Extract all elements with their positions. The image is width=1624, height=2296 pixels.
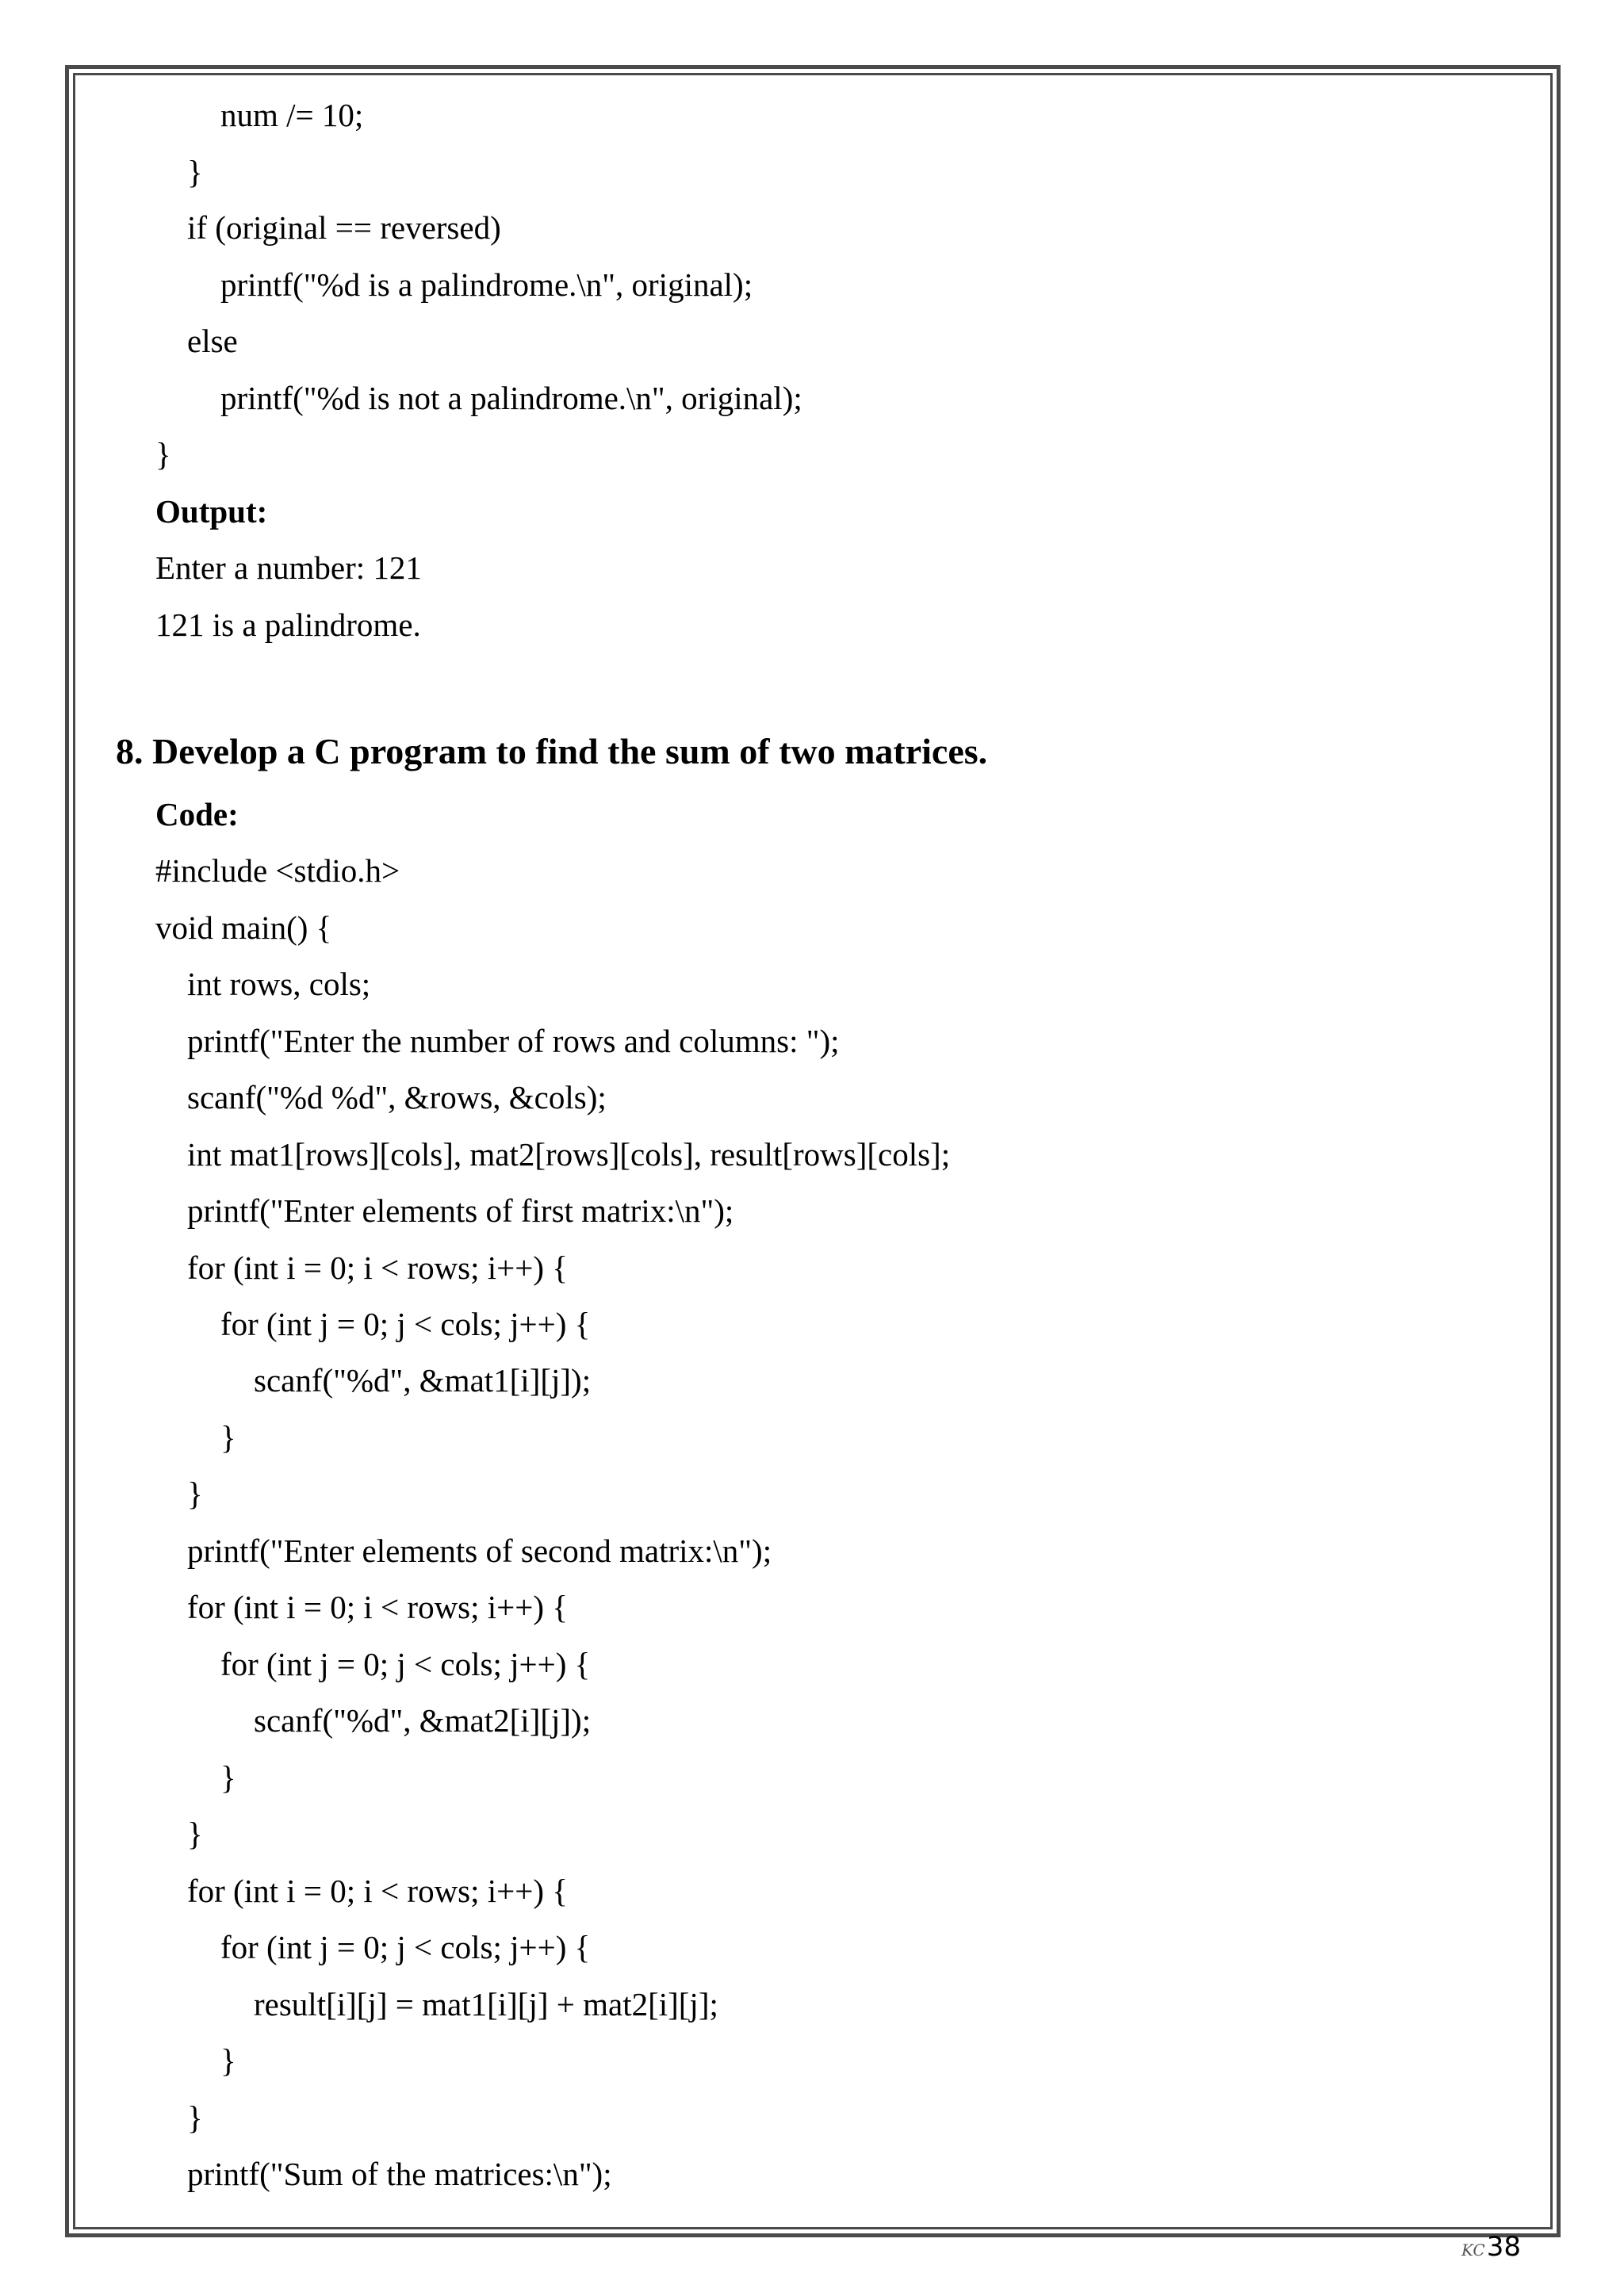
footer-logo: KC <box>1461 2241 1485 2260</box>
code-line: #include <stdio.h> <box>155 852 400 889</box>
code-line: for (int j = 0; j < cols; j++) { <box>220 1646 591 1682</box>
code-line: } <box>187 1475 203 1512</box>
code-line: printf("Enter elements of first matrix:\n"); <box>187 1192 734 1229</box>
code-line: result[i][j] = mat1[i][j] + mat2[i][j]; <box>254 1986 718 2022</box>
code-line: } <box>187 2099 203 2136</box>
code-line: printf("Enter elements of second matrix:\n"); <box>187 1533 772 1569</box>
code-line: if (original == reversed) <box>187 209 501 246</box>
output-line: 121 is a palindrome. <box>155 607 421 643</box>
code-line: for (int j = 0; j < cols; j++) { <box>220 1306 591 1342</box>
code-line: printf("%d is a palindrome.\n", original); <box>220 266 753 303</box>
code-line: } <box>187 1816 203 1852</box>
code-line: } <box>155 436 171 473</box>
code-line: scanf("%d", &mat1[i][j]); <box>254 1362 592 1399</box>
code-line: void main() { <box>155 909 332 946</box>
code-line: for (int j = 0; j < cols; j++) { <box>220 1929 591 1965</box>
code-line: } <box>187 154 203 190</box>
code-line: printf("Enter the number of rows and columns: "); <box>187 1023 840 1059</box>
code-line: } <box>220 1759 236 1796</box>
page-footer <box>1461 2231 1521 2263</box>
code-line: int mat1[rows][cols], mat2[rows][cols], result[rows][cols]; <box>187 1136 951 1173</box>
code-line: } <box>220 2042 236 2079</box>
section-heading: 8. Develop a C program to find the sum of two matrices. <box>116 731 988 771</box>
page-number: 38 <box>1486 2231 1521 2263</box>
output-label: Output: <box>155 493 268 530</box>
code-line: for (int i = 0; i < rows; i++) { <box>187 1589 568 1625</box>
output-line: Enter a number: 121 <box>155 549 422 586</box>
code-line: else <box>187 323 238 359</box>
code-line: scanf("%d %d", &rows, &cols); <box>187 1079 607 1115</box>
code-line: num /= 10; <box>220 97 364 133</box>
code-line: } <box>220 1419 236 1456</box>
code-line: for (int i = 0; i < rows; i++) { <box>187 1873 568 1909</box>
code-line: printf("%d is not a palindrome.\n", original); <box>220 380 802 416</box>
code-line: for (int i = 0; i < rows; i++) { <box>187 1249 568 1286</box>
code-label: Code: <box>155 796 239 832</box>
code-line: printf("Sum of the matrices:\n"); <box>187 2156 612 2192</box>
code-line: scanf("%d", &mat2[i][j]); <box>254 1702 592 1739</box>
code-line: int rows, cols; <box>187 966 371 1002</box>
